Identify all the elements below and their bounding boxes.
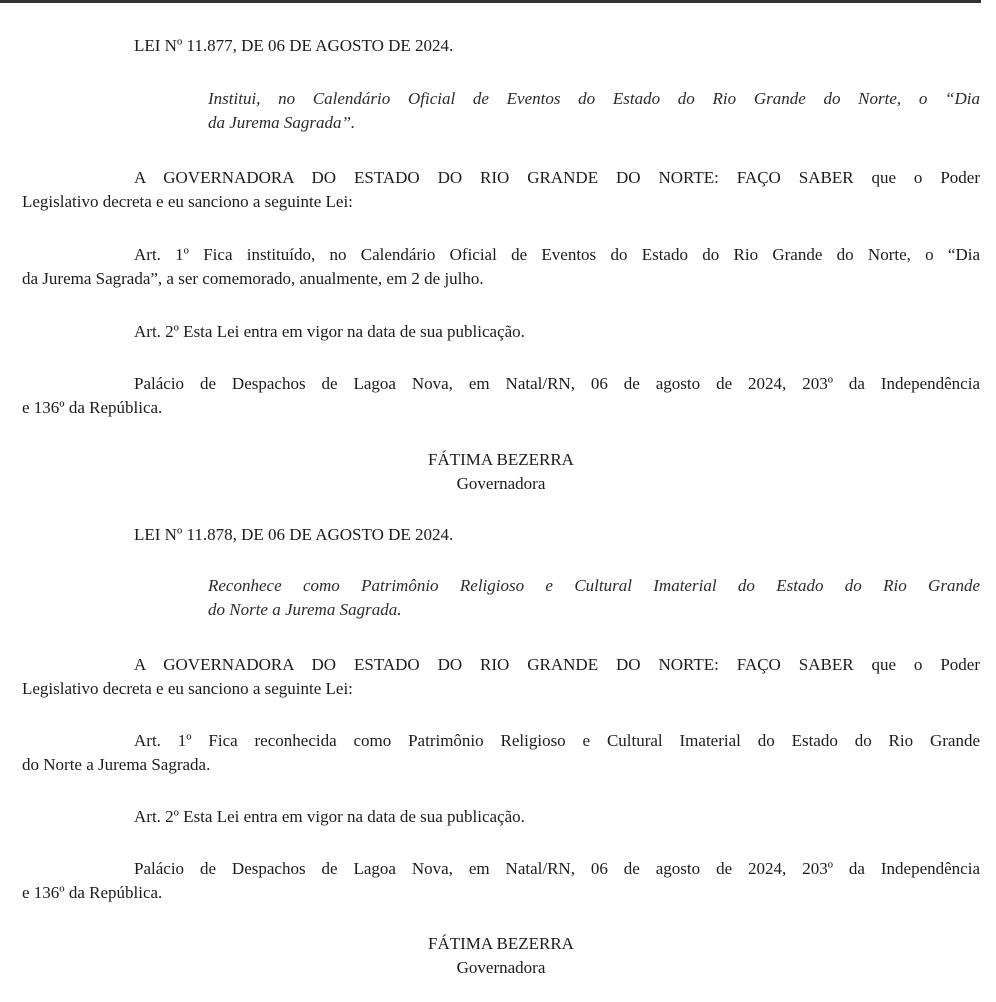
law-article-1-line-1: Art. 1º Fica reconhecida como Patrimônio Religioso e Cultural Imaterial do Estado do Rio Grande bbox=[134, 731, 980, 750]
law-title: LEI Nº 11.877, DE 06 DE AGOSTO DE 2024. bbox=[134, 36, 454, 55]
law-preamble-line-1: A GOVERNADORA DO ESTADO DO RIO GRANDE DO NORTE: FAÇO SABER que o Poder bbox=[134, 655, 980, 674]
signer-role: Governadora bbox=[456, 474, 546, 493]
law-article-2: Art. 2º Esta Lei entra em vigor na data de sua publicação. bbox=[134, 807, 525, 826]
law-ementa-line-2: do Norte a Jurema Sagrada. bbox=[208, 600, 402, 619]
law-article-1-line-2: do Norte a Jurema Sagrada. bbox=[22, 755, 211, 774]
signer-name: FÁTIMA BEZERRA bbox=[428, 934, 574, 953]
law-closing-line-2: e 136º da República. bbox=[22, 883, 163, 902]
law-preamble-line-2: Legislativo decreta e eu sanciono a seguinte Lei: bbox=[22, 192, 353, 211]
law-article-1-line-1: Art. 1º Fica instituído, no Calendário Oficial de Eventos do Estado do Rio Grande do Norte, o “Dia bbox=[134, 245, 980, 264]
law-preamble-line-2: Legislativo decreta e eu sanciono a seguinte Lei: bbox=[22, 679, 353, 698]
law-article-2: Art. 2º Esta Lei entra em vigor na data de sua publicação. bbox=[134, 322, 525, 341]
law-closing-line-1: Palácio de Despachos de Lagoa Nova, em Natal/RN, 06 de agosto de 2024, 203º da Independência bbox=[134, 374, 980, 393]
signer-role: Governadora bbox=[456, 958, 546, 977]
law-preamble-line-1: A GOVERNADORA DO ESTADO DO RIO GRANDE DO NORTE: FAÇO SABER que o Poder bbox=[134, 168, 980, 187]
law-closing-line-1: Palácio de Despachos de Lagoa Nova, em Natal/RN, 06 de agosto de 2024, 203º da Independência bbox=[134, 859, 980, 878]
law-article-1-line-2: da Jurema Sagrada”, a ser comemorado, anualmente, em 2 de julho. bbox=[22, 269, 484, 288]
law-closing-line-2: e 136º da República. bbox=[22, 398, 163, 417]
top-rule bbox=[0, 0, 981, 3]
law-ementa-line-2: da Jurema Sagrada”. bbox=[208, 113, 356, 132]
law-title: LEI Nº 11.878, DE 06 DE AGOSTO DE 2024. bbox=[134, 525, 454, 544]
law-ementa-line-1: Institui, no Calendário Oficial de Eventos do Estado do Rio Grande do Norte, o “Dia bbox=[208, 89, 980, 108]
signer-name: FÁTIMA BEZERRA bbox=[428, 450, 574, 469]
law-ementa-line-1: Reconhece como Patrimônio Religioso e Cultural Imaterial do Estado do Rio Grande bbox=[208, 576, 980, 595]
